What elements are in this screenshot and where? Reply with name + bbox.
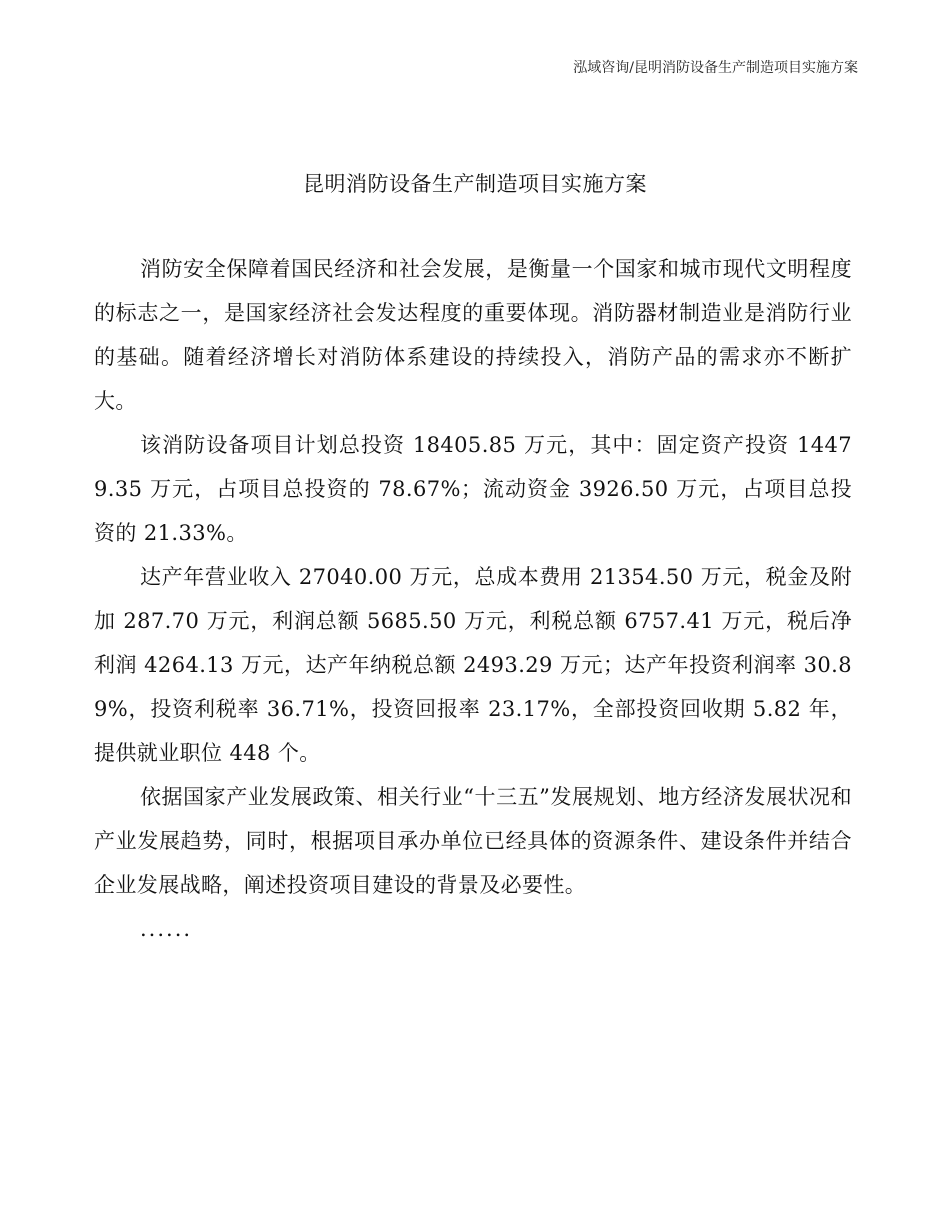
header-divider — [92, 86, 858, 87]
paragraph-intro: 消防安全保障着国民经济和社会发展，是衡量一个国家和城市现代文明程度的标志之一，是国家经济社会发达程度的重要体现。消防器材制造业是消防行业的基础。随着经济增长对消防体系建设的持续投入，消防产品的需求亦不断扩大。 — [94, 257, 852, 413]
document-title: 昆明消防设备生产制造项目实施方案 — [303, 172, 647, 196]
running-header: 泓域咨询/昆明消防设备生产制造项目实施方案 — [573, 60, 858, 76]
paragraph-financials: 达产年营业收入 27040.00 万元，总成本费用 21354.50 万元，税金及附加 287.70 万元，利润总额 5685.50 万元，利税总额 6757.41 万元，税后净利润 4264.13 万元，达产年纳税总额 2493.29 万元；达产年投资利润率 30.89%，投资利税率 36.71%，投资回报率 23.17%，全部投资回收期 5.82 年，提供就业职位 448 个。 — [94, 565, 852, 765]
paragraph-basis: 依据国家产业发展政策、相关行业“十三五”发展规划、地方经济发展状况和产业发展趋势，同时，根据项目承办单位已经具体的资源条件、建设条件并结合企业发展战略，阐述投资项目建设的背景及必要性。 — [94, 785, 852, 897]
paragraph-investment: 该消防设备项目计划总投资 18405.85 万元，其中：固定资产投资 14479.35 万元，占项目总投资的 78.67%；流动资金 3926.50 万元，占项目总投资的 21.33%。 — [94, 433, 852, 545]
document-body — [94, 247, 852, 951]
ellipsis-marker: ...... — [140, 917, 193, 941]
